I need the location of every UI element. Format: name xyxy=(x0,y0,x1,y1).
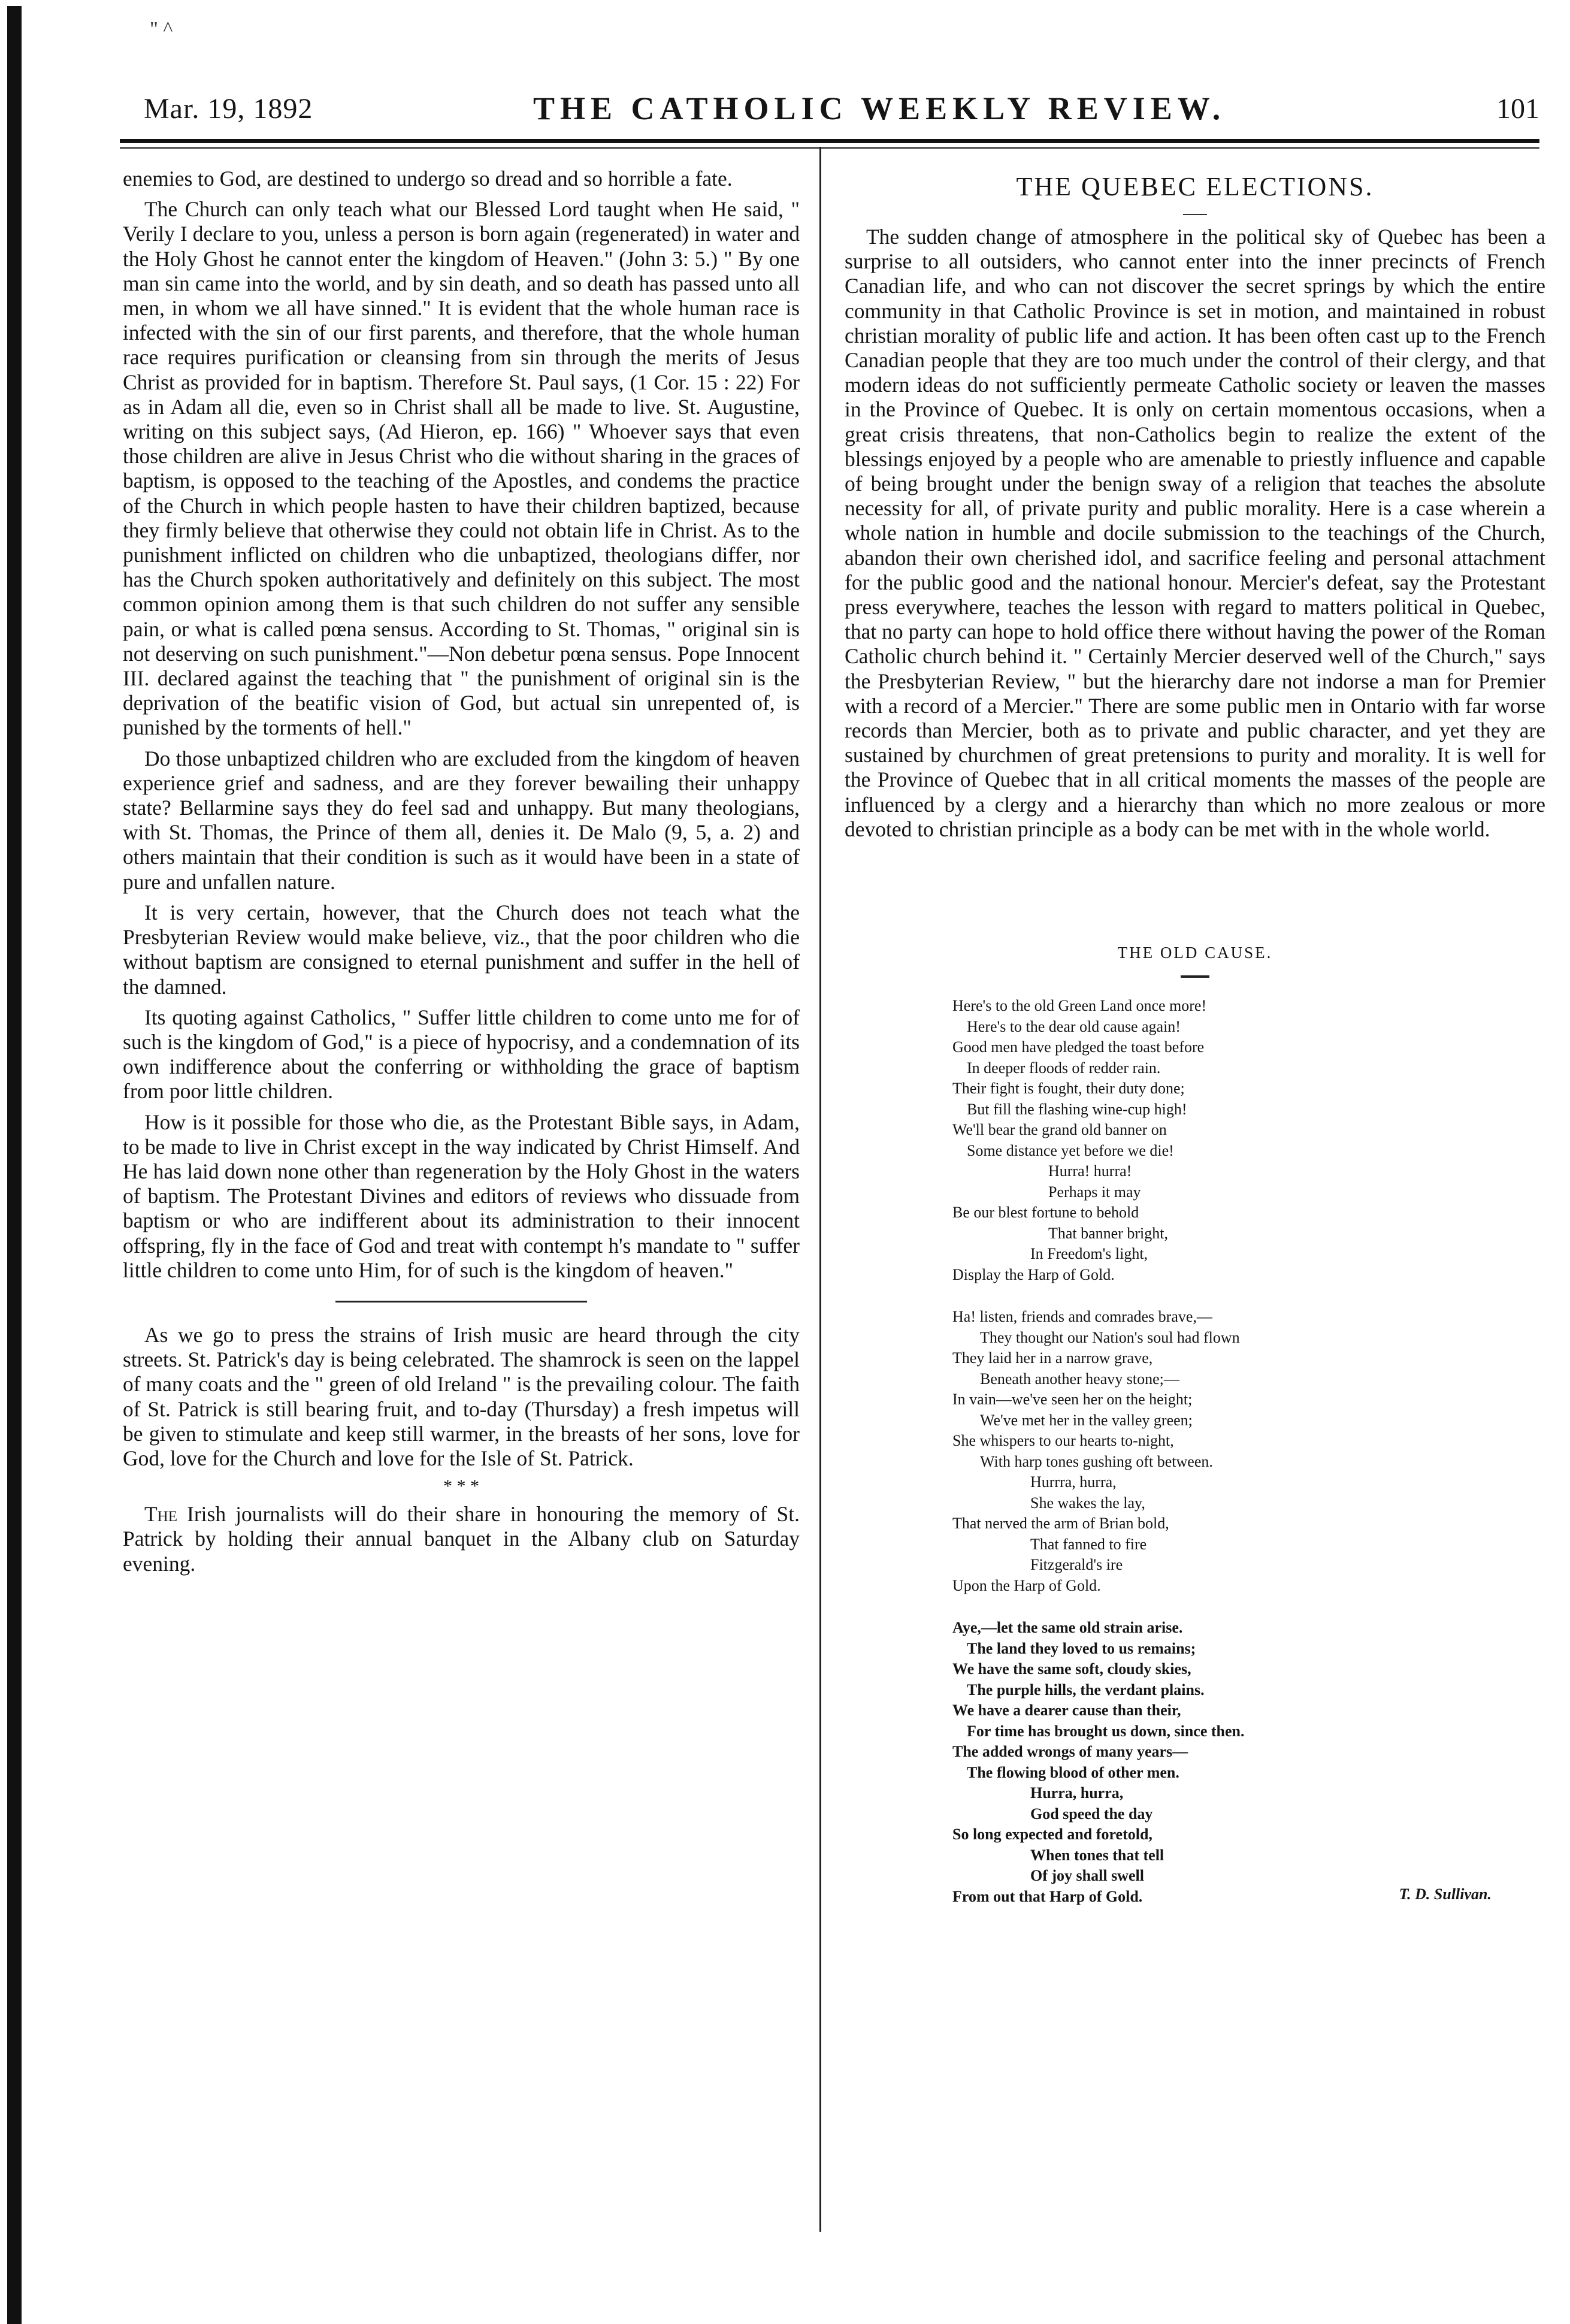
poem-line: When tones that tell xyxy=(1030,1846,1164,1864)
poem-line: For time has brought us down, since then. xyxy=(967,1722,1245,1740)
poem-line: Display the Harp of Gold. xyxy=(952,1265,1115,1283)
section-divider xyxy=(335,1301,587,1302)
right-column xyxy=(845,167,1545,1929)
poem-line: Hurrra, hurra, xyxy=(1030,1473,1117,1491)
poem-line: Of joy shall swell xyxy=(1030,1867,1144,1885)
left-paragraph-4: It is very certain, however, that the Church does not teach what the Presbyterian Review would make believe, viz., that the poor children who die without baptism are consigned to eternal punishment and suffer in the hell of the damned. xyxy=(123,900,800,999)
header-rule-thick xyxy=(120,139,1539,143)
poem-line: Be our blest fortune to behold xyxy=(952,1204,1139,1222)
poem-line: Hurra! hurra! xyxy=(1048,1162,1132,1180)
left-paragraph-2: The Church can only teach what our Blessed Lord taught when He said, " Verily I declare to you, unless a person is born again (regenerated) in water and the Holy Ghost he cannot enter the kingdom of Heaven." (John 3: 5.) " By one man sin came into the world, and by sin death, and so death has passed unto all men, in whom we all have sinned." It is evident that the whole human race is infected with the sin of our first parents, and therefore, that the whole human race requires purification or cleansing from sin through the merits of Jesus Christ as provided for in baptism. Therefore St. Paul says, (1 Cor. 15 : 22) For as in Adam all die, even so in Christ shall all be made to live. St. Augustine, writing on this subject says, (Ad Hieron, ep. 166) " Whoever says that even those children are alive in Jesus Christ who die without sharing in the graces of baptism, is opposed to the teaching of the Apostles, and condems the practice of the Church in which people hasten to have their children baptized, because they firmly believe that otherwise they could not obtain life in Christ. As to the punishment inflicted on children who die unbaptized, theologians differ, nor has the Church spoken authoritatively and definitely on this subject. The most common opinion among them is that such children do not suffer any sensible pain, or what is called pœna sensus. According to St. Thomas, " original sin is not deserving on such punishment."—Non debetur pœna sensus. Pope Innocent III. declared against the teaching that " the punishment of original sin is the deprivation of the beatific vision of God, but actual sin unrepented of, is punished by the torments of hell." xyxy=(123,197,800,740)
poem-line: Good men have pledged the toast before xyxy=(952,1038,1205,1056)
poem-line: In vain—we've seen her on the height; xyxy=(952,1391,1193,1409)
poem-line: Their fight is fought, their duty done; xyxy=(952,1080,1185,1098)
poem-line: They laid her in a narrow grave, xyxy=(952,1349,1153,1367)
asterism: * * * xyxy=(443,1476,479,1497)
poem-line: The land they loved to us remains; xyxy=(967,1639,1196,1657)
poem-line: That nerved the arm of Brian bold, xyxy=(952,1515,1169,1533)
poem-line: They thought our Nation's soul had flown xyxy=(980,1328,1240,1346)
poem-line: But fill the flashing wine-cup high! xyxy=(967,1100,1187,1118)
poem-line: We have the same soft, cloudy skies, xyxy=(952,1660,1191,1678)
left-paragraph-6: How is it possible for those who die, as the Protestant Bible says, in Adam, to be made to live in Christ except in the way indicated by Christ Himself. And He has laid down none other than regeneration by the Holy Ghost in the waters of baptism. The Protestant Divines and editors of reviews who dissuade from baptism or who are indifferent about its administration to their innocent offspring, fly in the face of God and treat with contempt h's mandate to " suffer little children to come unto Him, for of such is the kingdom of heaven." xyxy=(123,1110,800,1282)
section-title: THE QUEBEC ELECTIONS. xyxy=(1016,172,1374,201)
poem-title-rule xyxy=(1181,975,1209,978)
poem xyxy=(952,996,1504,1907)
poem-line: Here's to the dear old cause again! xyxy=(967,1017,1181,1035)
poem-line: We'll bear the grand old banner on xyxy=(952,1121,1167,1139)
poem-line: From out that Harp of Gold. xyxy=(952,1887,1143,1905)
poem-line: We've met her in the valley green; xyxy=(980,1411,1193,1429)
poem-title: THE OLD CAUSE. xyxy=(1117,944,1273,962)
left-paragraph-7: As we go to press the strains of Irish music are heard through the city streets. St. Patrick's day is being celebrated. The shamrock is seen on the lappel of many coats and the " green of old Ireland " is the prevailing colour. The faith of St. Patrick is still bearing fruit, and to-day (Thursday) a fresh impetus will be given to stimulate and keep still warmer, in the breasts of her sons, love for God, love for the Church and love for the Isle of St. Patrick. xyxy=(123,1322,800,1470)
paragraph-lead-word: The xyxy=(144,1502,178,1527)
poem-line: Fitzgerald's ire xyxy=(1030,1556,1123,1574)
poem-line: Perhaps it may xyxy=(1048,1183,1141,1201)
poem-line: In Freedom's light, xyxy=(1030,1245,1148,1263)
left-paragraph-1: enemies to God, are destined to undergo so dread and so horrible a fate. xyxy=(123,167,733,191)
issue-date: Mar. 19, 1892 xyxy=(144,93,313,125)
page-edge-rule xyxy=(7,6,22,2324)
header-rule-thin xyxy=(120,147,1539,149)
poem-line: The purple hills, the verdant plains. xyxy=(967,1681,1205,1699)
poem-line: Aye,—let the same old strain arise. xyxy=(952,1619,1183,1637)
poem-line: We have a dearer cause than their, xyxy=(952,1702,1181,1719)
running-header xyxy=(114,78,1539,144)
left-column xyxy=(123,167,800,1582)
left-paragraph-3: Do those unbaptized children who are excluded from the kingdom of heaven experience grief and sadness, and are they forever bewailing their unhappy state? Bellarmine says they do feel sad and unhappy. But many theologians, with St. Thomas, the Prince of them all, denies it. De Malo (9, 5, a. 2) and others maintain that their condition is such as it would have been in a state of pure and unfallen nature. xyxy=(123,746,800,894)
poem-stanza-3 xyxy=(952,1618,1504,1907)
left-paragraph-5: Its quoting against Catholics, " Suffer little children to come unto me for of such is the kingdom of God," is a piece of hypocrisy, and a condemnation of its own indifference about the conferring or withholding the grace of baptism from poor little children. xyxy=(123,1005,800,1104)
poem-line: Here's to the old Green Land once more! xyxy=(952,997,1207,1015)
poem-line: She whispers to our hearts to-night, xyxy=(952,1432,1174,1450)
poem-line: God speed the day xyxy=(1030,1805,1153,1823)
title-rule xyxy=(1183,214,1207,215)
column-divider xyxy=(819,147,821,2232)
quebec-article: The sudden change of atmosphere in the political sky of Quebec has been a surprise to all outsiders, who cannot enter into the inner precincts of French Canadian life, and who can not discover the secret springs by which the entire community in that Catholic Province is set in motion, and maintained in robust christian morality of public life and action. It has been often cast up to the French Canadian people that they are too much under the control of their clergy, and that modern ideas do not sufficiently permeate Catholic society or leaven the masses in the Province of Quebec. It is only on certain momentous occasions, when a great crisis threatens, that non-Catholics begin to realize the extent of the blessings enjoyed by a people who are amenable to priestly influence and capable of being brought under the benign sway of a religion that teaches the absolute necessity for all, of private purity and public morality. Here is a case wherein a whole nation in humble and docile submission to the teachings of the Church, abandon their own cherished idol, and sacrifice feeling and personal attachment for the public good and the national honour. Mercier's defeat, say the Protestant press everywhere, teaches the lesson with regard to matters political in Quebec, that no party can hope to hold office there without having the power of the Roman Catholic church behind it. " Certainly Mercier deserved well of the Church," says the Presbyterian Review, " but the hierarchy dare not indorse a man for Premier with a record of a Mercier." There are some public men in Ontario with far worse records than Mercier, both as to private and public character, and yet they are sustained by churchmen of great pretensions to purity and morality. It is well for the Province of Quebec that in all critical moments the masses of the people are influenced by a clergy and a hierarchy than which no more zealous or more devoted to christian principle as a body can be met with in the whole world. xyxy=(845,225,1545,841)
poem-line: With harp tones gushing oft between. xyxy=(980,1452,1213,1470)
poem-author: T. D. Sullivan. xyxy=(1399,1885,1492,1903)
poem-line: Ha! listen, friends and comrades brave,— xyxy=(952,1308,1212,1326)
poem-line: That fanned to fire xyxy=(1030,1535,1147,1553)
scan-mark: " ^ xyxy=(150,18,173,40)
poem-line: Some distance yet before we die! xyxy=(967,1141,1174,1159)
poem-line: The flowing blood of other men. xyxy=(967,1763,1179,1781)
poem-line: Hurra, hurra, xyxy=(1030,1784,1124,1802)
poem-line: That banner bright, xyxy=(1048,1224,1168,1242)
poem-line: The added wrongs of many years— xyxy=(952,1743,1188,1761)
paragraph-body: Irish journalists will do their share in honouring the memory of St. Patrick by holding their annual banquet in the Albany club on Saturday evening. xyxy=(123,1502,800,1576)
poem-line: So long expected and foretold, xyxy=(952,1826,1152,1844)
page-number: 101 xyxy=(1496,93,1539,125)
poem-line: Upon the Harp of Gold. xyxy=(952,1576,1101,1594)
poem-stanza-2 xyxy=(952,1307,1504,1596)
publication-title: THE CATHOLIC WEEKLY REVIEW. xyxy=(533,90,1226,126)
poem-line: Beneath another heavy stone;— xyxy=(980,1370,1179,1388)
left-paragraph-8 xyxy=(123,1502,800,1576)
poem-line: In deeper floods of redder rain. xyxy=(967,1059,1161,1077)
poem-line: She wakes the lay, xyxy=(1030,1494,1145,1512)
poem-stanza-1 xyxy=(952,996,1504,1285)
